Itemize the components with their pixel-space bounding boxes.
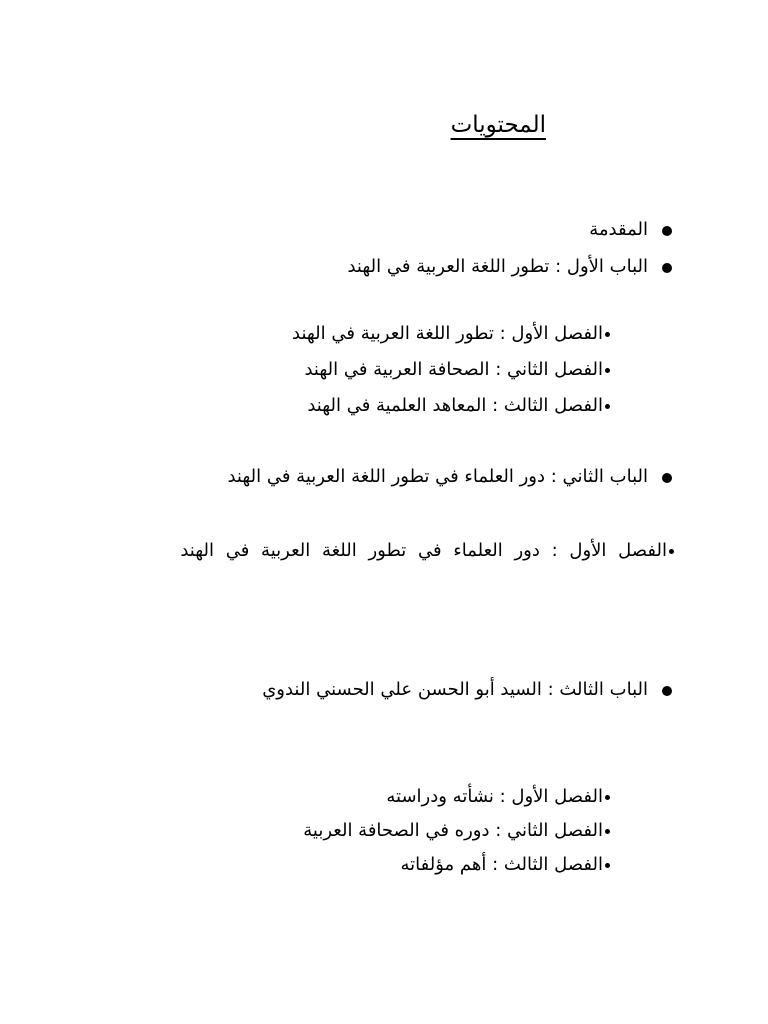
- small-bullet-icon: [605, 829, 610, 834]
- small-bullet-icon: [605, 795, 610, 800]
- toc-entry-label: الفصل الثالث : أهم مؤلفاته: [400, 854, 603, 875]
- toc-entry-label: الفصل الأول : نشأته ودراسته: [386, 786, 603, 807]
- bullet-icon: [662, 686, 672, 696]
- toc-entry-part-3-chapter-2: [303, 819, 610, 843]
- bullet-icon: [662, 263, 672, 273]
- toc-entry-part-3-chapter-1: [386, 785, 610, 809]
- toc-entry-label: الباب الثاني : دور العلماء في تطور اللغة العربية في الهند: [227, 466, 648, 487]
- toc-entry-part-1: [347, 255, 648, 279]
- bullet-icon: [662, 473, 672, 483]
- toc-entry-label: الفصل الأول : دور العلماء في تطور اللغة العربية في الهند: [180, 540, 667, 561]
- small-bullet-icon: [605, 332, 610, 337]
- toc-entry-part-1-chapter-2: [304, 358, 610, 382]
- toc-entry-label: الفصل الثاني : دوره في الصحافة العربية: [303, 820, 603, 841]
- toc-entry-part-2: [227, 465, 648, 489]
- toc-entry-label: المقدمة: [589, 219, 648, 240]
- small-bullet-icon: [605, 863, 610, 868]
- toc-entry-label: الباب الأول : تطور اللغة العربية في الهند: [347, 256, 648, 277]
- toc-entry-part-3-chapter-3: [401, 853, 611, 877]
- toc-entry-label: الفصل الثالث : المعاهد العلمية في الهند: [307, 395, 603, 416]
- small-bullet-icon: [669, 549, 674, 554]
- toc-entry-label: الفصل الأول : تطور اللغة العربية في الهند: [292, 323, 603, 344]
- bullet-icon: [662, 226, 672, 236]
- toc-entry-label: الفصل الثاني : الصحافة العربية في الهند: [304, 359, 603, 380]
- toc-entry-part-1-chapter-3: [307, 394, 610, 418]
- page-title: المحتويات: [450, 112, 546, 138]
- toc-entry-part-3: [262, 678, 648, 702]
- toc-entry-introduction: [589, 218, 648, 242]
- toc-entry-part-2-chapter-1: [94, 532, 674, 570]
- toc-entry-part-1-chapter-1: [292, 322, 610, 346]
- small-bullet-icon: [605, 404, 610, 409]
- small-bullet-icon: [605, 368, 610, 373]
- toc-entry-label: الباب الثالث : السيد أبو الحسن علي الحسني الندوي: [262, 679, 648, 700]
